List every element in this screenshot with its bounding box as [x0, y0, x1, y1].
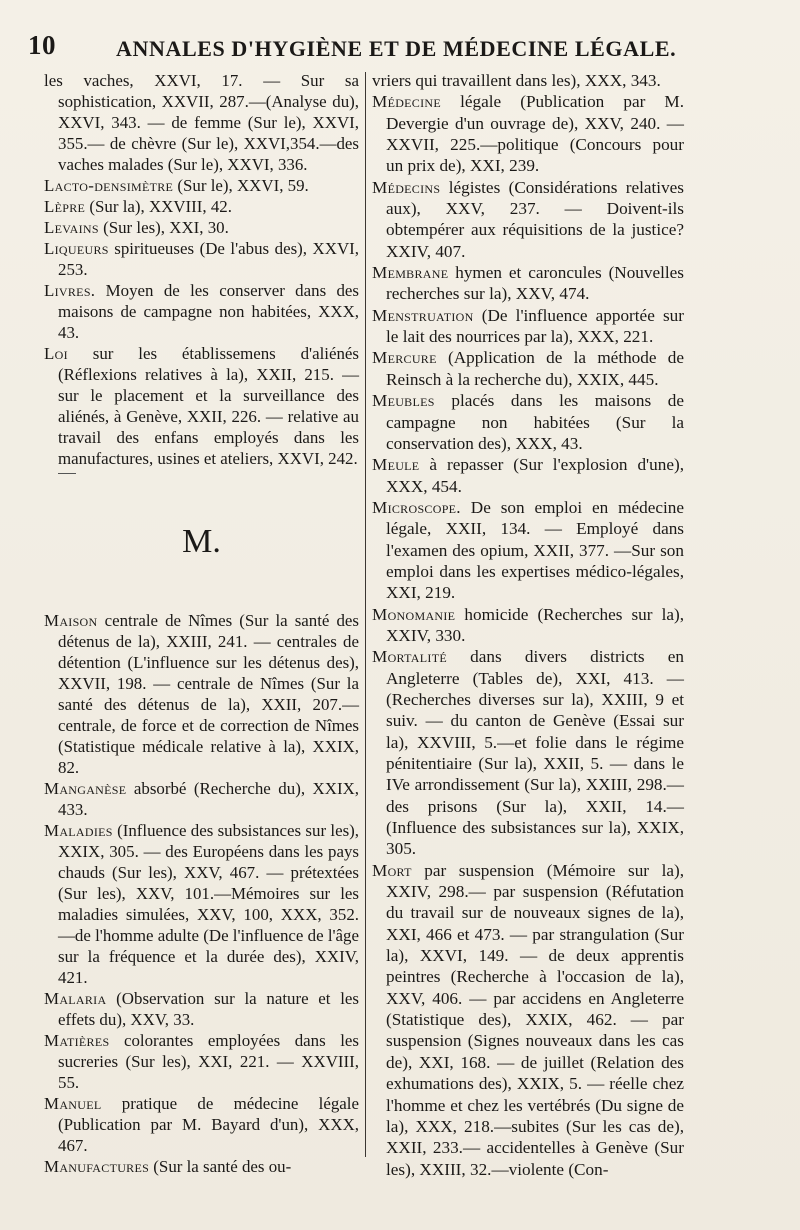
right-entries	[372, 70, 684, 1180]
entry-headword: Microscope.	[372, 497, 461, 517]
index-entry	[372, 305, 684, 348]
left-column	[44, 70, 359, 1177]
page-header	[28, 30, 728, 64]
entry-headword: Médecins	[372, 177, 441, 197]
entry-text: (Sur les), XXI, 30.	[98, 218, 229, 237]
running-title: ANNALES D'HYGIÈNE ET DE MÉDECINE LÉGALE.	[116, 36, 677, 61]
entry-headword: Maladies	[44, 821, 113, 840]
divider-rule	[58, 473, 76, 474]
entry-headword: Lacto-densimètre	[44, 176, 174, 195]
entry-text: Moyen de les conserver dans des maisons de campagne non habitées, XXX, 43.	[58, 281, 359, 342]
left-entries-l	[44, 70, 359, 469]
index-entry	[44, 820, 359, 988]
entry-text: (De l'influence apportée sur le lait des nourrices par la), XXX, 221.	[386, 305, 684, 347]
index-entry	[44, 988, 359, 1030]
right-column	[372, 70, 684, 1180]
index-entry	[44, 343, 359, 469]
index-entry	[44, 1156, 359, 1177]
entry-text: les vaches, XXVI, 17. — Sur sa sophistication, XXVII, 287.—(Analyse du), XXVI, 343. — de femme (Sur le), XXVI, 355.— de chèvre (Sur le), XXVI,354.—des vaches malades (Sur le), XXVI, 336.	[44, 71, 359, 174]
entry-text: centrale de Nîmes (Sur la santé des détenus de la), XXIII, 241. — centrales de détention (L'influence sur les détenus des), XXVII, 198. — centrale de Nîmes (Sur la santé des détenus de la), XXII, 207.— centrale, de force et de correction de Nîmes (Statistique médicale relative à la), XXIX, 82.	[58, 611, 359, 777]
entry-text: légale (Publication par M. Devergie d'un ouvrage de), XXV, 240. —XXVII, 225.—politique (Concours pour un prix de), XXI, 239.	[386, 92, 684, 176]
entry-text: à repasser (Sur l'explosion d'une), XXX, 454.	[386, 455, 684, 496]
entry-headword: Lèpre	[44, 197, 86, 216]
entry-text: par suspension (Mémoire sur la), XXIV, 298.— par suspension (Réfutation du travail sur de nouveaux signes de la), XXI, 466 et 473. — par strangulation (Sur la), XXVI, 149. — de deux apprentis peintres (Recherche à l'occasion de la), XXV, 406. — par accidens en Angleterre (Statistique des), XXIX, 462. — par suspension (Signes nouveaux dans les cas de), XXI, 168. — de juillet (Relation des exhumations des), XXIX, 5. — réelle chez l'homme et chez les vertébrés (Du signe de la), XXX, 218.—subites (Sur les cas de), XXII, 233.— accidentelles à Genève (Sur les), XXIII, 32.—violente (Con-	[386, 860, 684, 1179]
index-entry	[44, 610, 359, 778]
entry-headword: Mort	[372, 860, 412, 880]
entry-headword: Membrane	[372, 263, 449, 283]
entry-text: hymen et caroncules (Nouvelles recherches sur la), XXV, 474.	[386, 263, 684, 304]
index-entry	[372, 604, 684, 647]
entry-headword: Manuel	[44, 1094, 102, 1113]
entry-headword: Malaria	[44, 989, 107, 1008]
entry-text: légistes (Considérations relatives aux), XXV, 237. — Doivent-ils obtempérer aux réquisitions de la justice? XXIV, 407.	[386, 177, 684, 261]
index-entry	[44, 1093, 359, 1156]
entry-headword: Manufactures	[44, 1157, 150, 1176]
entry-text: sur les établissemens d'aliénés (Réflexions relatives à la), XXII, 215. — sur le placement et la surveillance des aliénés, à Genève, XXII, 226. — relative au travail des enfans employés dans les manufactures, usines et ateliers, XXVI, 242.	[58, 344, 359, 468]
index-entry	[44, 175, 359, 196]
index-entry	[372, 91, 684, 176]
entry-text: pratique de médecine légale (Publication par M. Bayard d'un), XXX, 467.	[58, 1094, 359, 1155]
entry-text: (Sur le), XXVI, 59.	[173, 176, 309, 195]
entry-text: absorbé (Recherche du), XXIX, 433.	[58, 779, 359, 819]
column-divider	[365, 72, 366, 1157]
entry-text: placés dans les maisons de campagne non habitées (Sur la conservation des), XXX, 43.	[386, 391, 684, 453]
left-entries-m	[44, 610, 359, 1177]
entry-text: colorantes employées dans les sucreries (Sur les), XXI, 221. — XXVIII, 55.	[58, 1031, 359, 1092]
entry-text: (Sur la), XXVIII, 42.	[85, 197, 232, 216]
entry-headword: Mercure	[372, 348, 437, 368]
index-entry	[372, 70, 684, 91]
entry-headword: Maison	[44, 611, 98, 630]
index-entry	[44, 1030, 359, 1093]
entry-text: (Sur la santé des ou-	[149, 1157, 292, 1176]
index-entry	[372, 347, 684, 390]
entry-text: (Observation sur la nature et les effets du), XXV, 33.	[58, 989, 359, 1029]
entry-headword: Matières	[44, 1031, 110, 1050]
entry-headword: Liqueurs	[44, 239, 109, 258]
entry-text: vriers qui travaillent dans les), XXX, 343.	[372, 71, 661, 90]
index-entry	[44, 70, 359, 175]
index-entry	[372, 390, 684, 454]
index-entry	[372, 454, 684, 497]
index-entry	[372, 497, 684, 604]
index-entry	[44, 238, 359, 280]
entry-headword: Levains	[44, 218, 99, 237]
index-entry	[44, 280, 359, 343]
entry-headword: Manganèse	[44, 779, 127, 798]
index-entry	[372, 860, 684, 1180]
page-number: 10	[28, 30, 56, 60]
entry-headword: Mortalité	[372, 647, 447, 667]
index-entry	[44, 217, 359, 238]
entry-headword: Monomanie	[372, 604, 456, 624]
index-entry	[372, 177, 684, 262]
entry-text: homicide (Recherches sur la), XXIV, 330.	[386, 604, 684, 645]
index-entry	[372, 262, 684, 305]
entry-headword: Meule	[372, 455, 420, 475]
entry-text: dans divers districts en Angleterre (Tables de), XXI, 413. —(Recherches diverses sur la), XXIII, 9 et suiv. — du canton de Genève (Essai sur la), XXVIII, 5.—et folie dans le régime pénitentiaire (Sur la), XXII, 5. — dans le IVe arrondissement (Sur la), XXIII, 298.— des prisons (Sur la), XXII, 14.— (Influence des subsistances sur la), XXIX, 305.	[386, 647, 684, 859]
index-entry	[372, 646, 684, 859]
entry-headword: Meubles	[372, 391, 435, 411]
entry-text: spiritueuses (De l'abus des), XXVI, 253.	[58, 239, 359, 279]
entry-headword: Menstruation	[372, 305, 474, 325]
entry-headword: Loi	[44, 344, 68, 363]
index-entry	[44, 778, 359, 820]
entry-text: (Application de la méthode de Reinsch à la recherche du), XXIX, 445.	[386, 348, 684, 389]
entry-text: De son emploi en médecine légale, XXII, 134. — Employé dans l'examen des opium, XXII, 377. —Sur son emploi dans les expertises médico-légales, XXI, 219.	[386, 497, 684, 603]
entry-headword: Livres.	[44, 281, 96, 300]
section-letter: M.	[182, 523, 221, 560]
entry-headword: Médecine	[372, 92, 442, 112]
entry-text: (Influence des subsistances sur les), XXIX, 305. — des Européens dans les pays chauds (Sur les), XXV, 467. — prétextées (Sur les), XXV, 101.—Mémoires sur les maladies simulées, XXV, 100, XXX, 352. —de l'homme adulte (De l'influence de l'âge sur la fréquence et la durée des), XXIV, 421.	[58, 821, 359, 987]
index-entry	[44, 196, 359, 217]
